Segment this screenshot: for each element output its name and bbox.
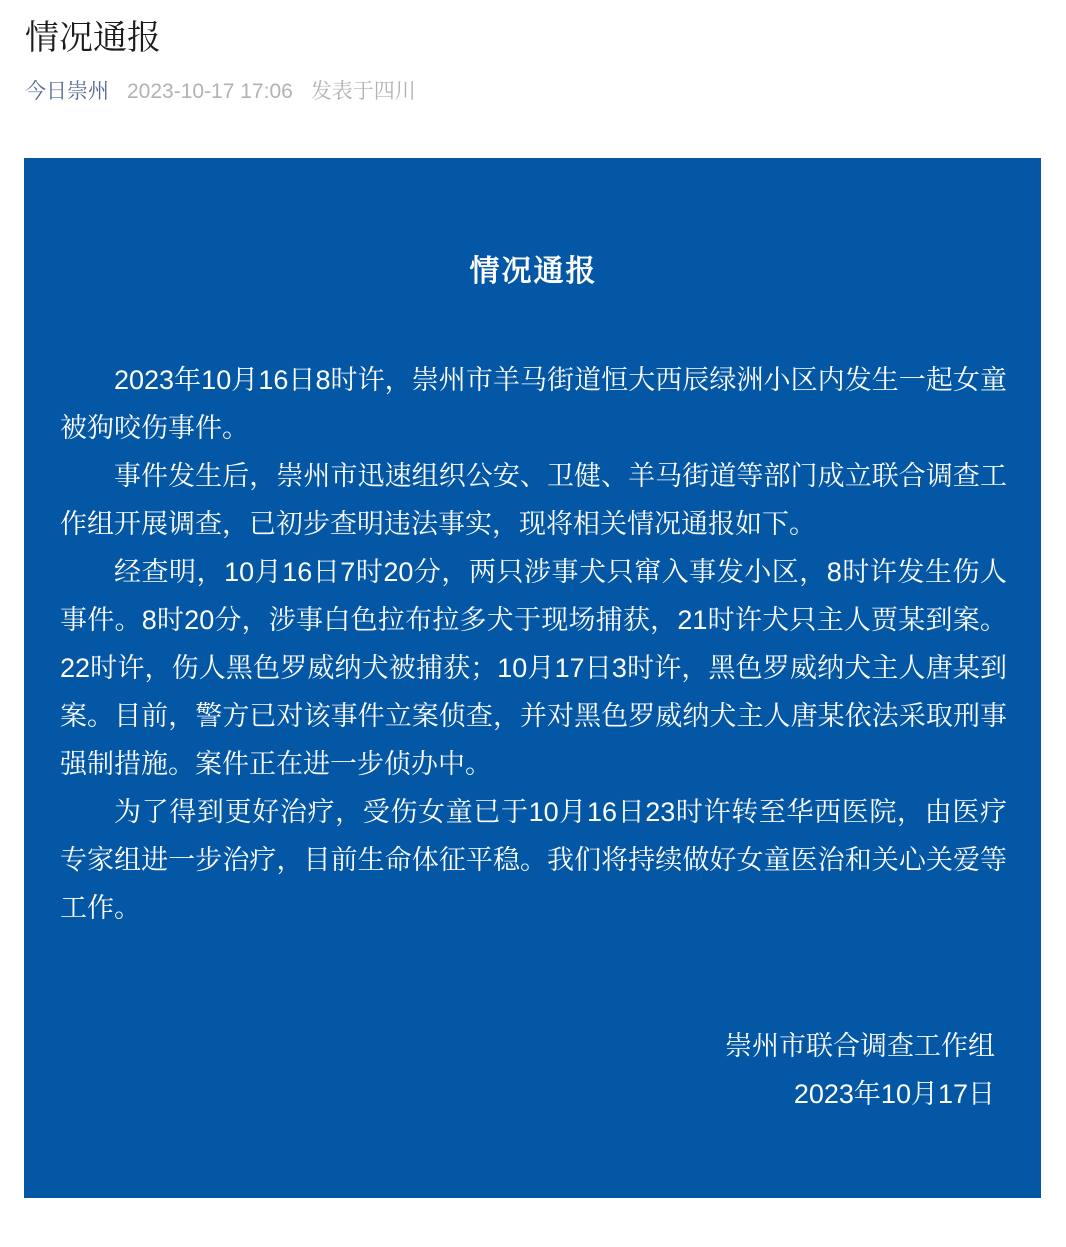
- notice-paragraph: 为了得到更好治疗，受伤女童已于10月16日23时许转至华西医院，由医疗专家组进一步治疗，目前生命体征平稳。我们将持续做好女童医治和关心关爱等工作。: [60, 797, 1007, 923]
- notice-signature-block: [60, 1022, 995, 1118]
- publish-location: 发表于四川: [310, 80, 416, 103]
- notice-paragraph: 经查明，10月16日7时20分，两只涉事犬只窜入事发小区，8时许发生伤人事件。8时20分，涉事白色拉布拉多犬于现场捕获，21时许犬只主人贾某到案。22时许，伤人黑色罗威纳犬被捕获；10月17日3时许，黑色罗威纳犬主人唐某到案。目前，警方已对该事件立案侦查，并对黑色罗威纳犬主人唐某依法采取刑事强制措施。案件正在进一步侦办中。: [60, 557, 1007, 779]
- article-page: [0, 16, 1066, 1198]
- page-title: 情况通报: [25, 19, 161, 57]
- notice-image[interactable]: [24, 158, 1041, 1198]
- notice-date: 2023年10月17日: [793, 1079, 995, 1109]
- notice-paragraphs: [60, 356, 1007, 932]
- notice-signature: 崇州市联合调查工作组: [725, 1031, 995, 1061]
- account-name-link[interactable]: 今日崇州: [25, 80, 109, 103]
- notice-title: 情况通报: [469, 255, 598, 288]
- notice-paragraph: 事件发生后，崇州市迅速组织公安、卫健、羊马街道等部门成立联合调查工作组开展调查，已初步查明违法事实，现将相关情况通报如下。: [60, 461, 1007, 539]
- publish-timestamp: 2023-10-17 17:06: [127, 80, 293, 103]
- notice-paragraph: 2023年10月16日8时许，崇州市羊马街道恒大西辰绿洲小区内发生一起女童被狗咬伤事件。: [60, 365, 1007, 443]
- article-meta: [25, 78, 1066, 106]
